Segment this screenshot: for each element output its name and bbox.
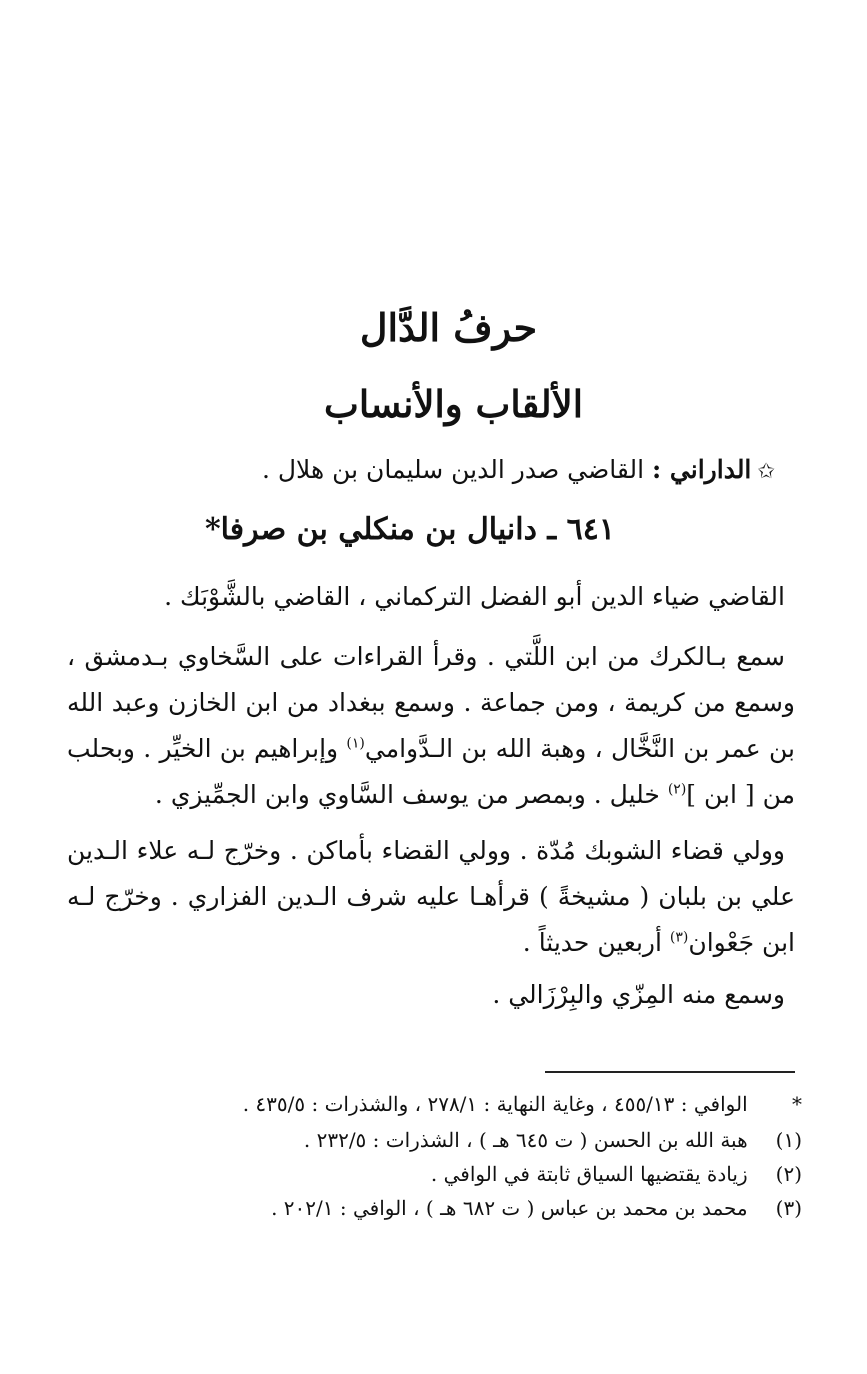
footnote-divider [545, 1071, 795, 1073]
footnote-item [243, 1092, 802, 1116]
cross-reference [262, 455, 775, 484]
cross-reference-text: القاضي صدر الدين سليمان بن هلال . [261, 455, 645, 484]
footnote-ref: (١) [346, 735, 365, 752]
paragraph-text: أربعين حديثاً . [522, 928, 670, 957]
cross-reference-label: الداراني : [652, 455, 752, 484]
paragraph-students [67, 972, 795, 1018]
footnote-text: الوافي : ٤٥٥/١٣ ، وغاية النهاية : ٢٧٨/١ ، والشذرات : ٤٣٥/٥ . [242, 1092, 748, 1116]
footnote-text: هبة الله بن الحسن ( ت ٦٤٥ هـ ) ، الشذرات : ٢٣٢/٥ . [303, 1128, 748, 1152]
footnote-mark: (٣) [775, 1196, 802, 1220]
paragraph-text: وولي قضاء الشوبك مُدّة . وولي القضاء بأماكن . وخرّج لـه علاء الـدين علي بن بلبان ( مشيخةً ) قرأهـا عليه شرف الـدين الفزاري . وخرّج لـه ابن جَعْوان [67, 836, 795, 957]
entry-title: ٦٤١ ـ دانيال بن منكلي بن صرفا* [204, 512, 615, 547]
footnote-mark: (٢) [775, 1162, 802, 1186]
star-icon: ✩ [757, 459, 775, 483]
footnote-text: محمد بن محمد بن عباس ( ت ٦٨٢ هـ ) ، الوافي : ٢٠٢/١ . [271, 1196, 748, 1220]
footnote-item [304, 1128, 802, 1152]
paragraph-text: سمع بـالكرك من ابن اللَّتي . وقرأ القراءات على السَّخاوي بـدمشق ، وسمع من كريمة ، ومن جماعة . وسمع ببغداد من ابن الخازن وعبد الله بن عمر بن النَّخَّال ، وهبة الله بن الـدَّوامي [67, 642, 796, 763]
paragraph-intro [67, 574, 795, 620]
paragraph-hearing [67, 634, 795, 818]
footnote-item [431, 1162, 802, 1186]
footnote-ref: (٣) [669, 929, 689, 946]
paragraph-text: القاضي ضياء الدين أبو الفضل التركماني ، القاضي بالشَّوْبَك . [164, 582, 785, 611]
paragraph-text: وإبراهيم بن الخيِّر . وبحلب من [ ابن ] [67, 734, 795, 809]
paragraph-text: خليل . وبمصر من يوسف السَّاوي وابن الجمِّيزي . [154, 780, 668, 809]
paragraph-text: وسمع منه المِزّي والبِرْزَالي . [492, 980, 785, 1009]
footnote-item [271, 1196, 802, 1220]
footnote-mark: (١) [775, 1128, 802, 1152]
section-title: الألقاب والأنساب [323, 382, 584, 426]
footnote-ref: (٢) [667, 781, 687, 798]
chapter-title: حرفُ الدَّال [359, 305, 538, 350]
footnote-mark: * [792, 1092, 802, 1116]
paragraph-offices [67, 828, 795, 966]
footnote-text: زيادة يقتضيها السياق ثابتة في الوافي . [430, 1162, 748, 1186]
